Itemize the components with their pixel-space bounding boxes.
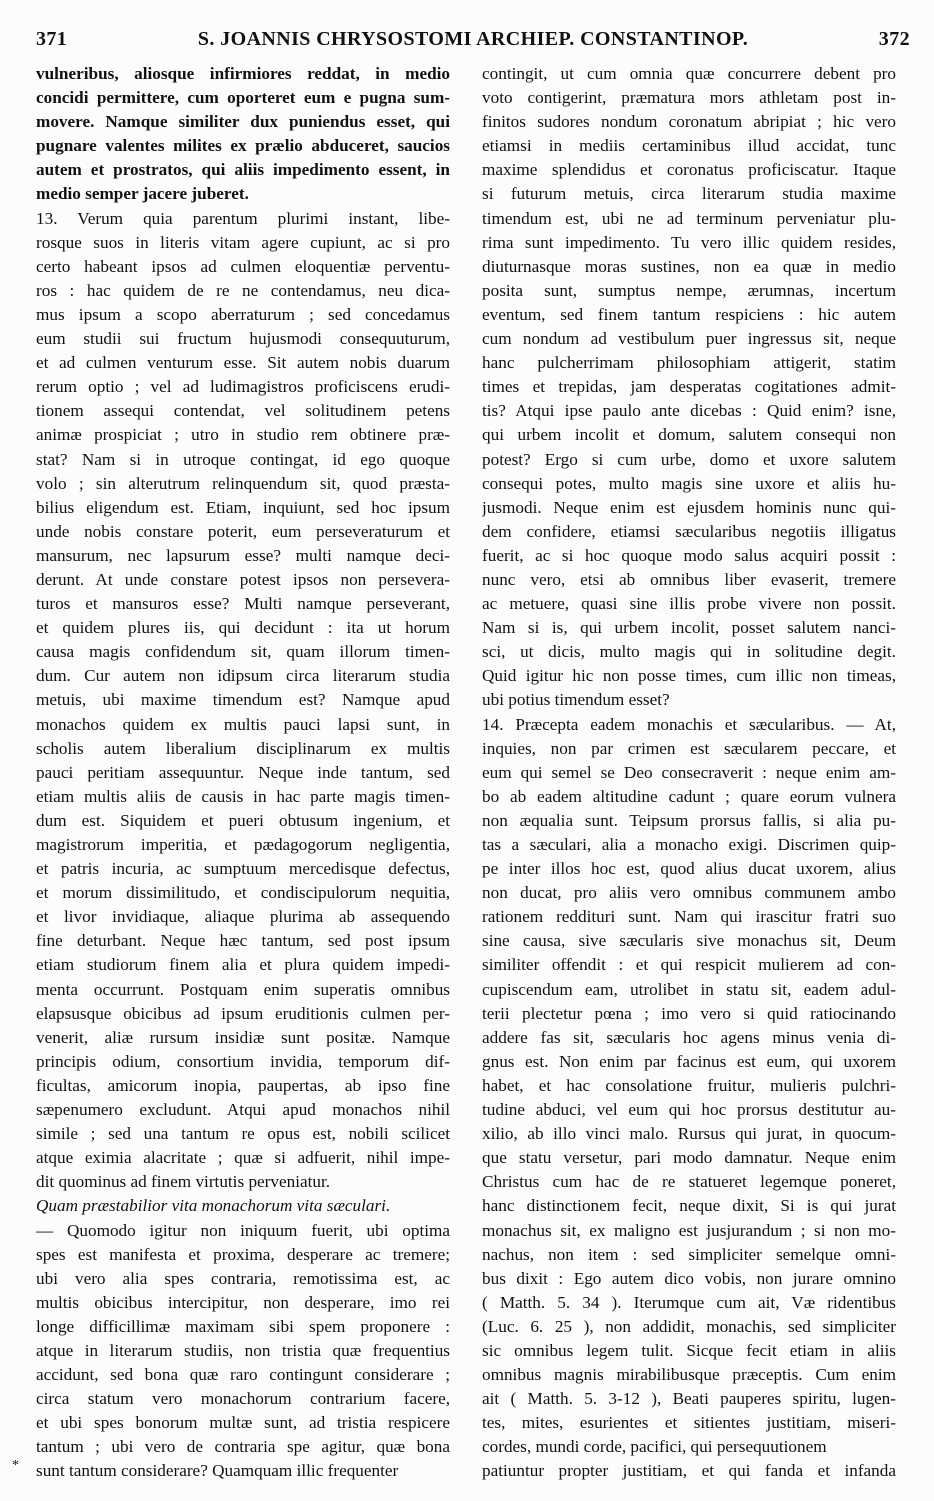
text-line: voto contigerint, præmatura mors athletam post in- [482,88,896,108]
running-title: S. JOANNIS CHRYSOSTOMI ARCHIEP. CONSTANTINOP. [197,28,749,50]
text-line: unde nobis constare poterit, eum perseveraturum et [36,521,450,541]
text-line: non æqualia sunt. Teipsum prorsus fallis, si alia pu- [482,810,896,830]
text-line: medio semper jacere juberet. [36,184,249,204]
text-line: simile ; sed una tantum re opus est, nobili scilicet [36,1124,450,1144]
text-line: et livor invidiaque, aliaque plurima ab assequendo [36,907,450,927]
text-line: derunt. At unde constare potest ipsos non persevera- [36,569,450,589]
text-line: mansurum, nec lapsurum esse? multi namque deci- [36,545,450,565]
text-line: tas a sæculari, alia a monacho exigi. Discrimen quip- [482,835,896,854]
text-line: ( Matth. 5. 34 ). Iterumque cum ait, Væ ridentibus [482,1292,896,1312]
text-line: ubi vero alia spes contraria, remotissima est, ac [36,1268,450,1288]
text-line: sine causa, sive sæcularis sive monachus sit, Deum [482,931,896,951]
text-line: etiamsi in mediis certaminibus illud accidat, tunc [482,136,896,156]
text-line: sæpenumero excludunt. Atqui apud monachos nihil [36,1100,450,1120]
text-line: elapsusque obicibus ad ipsum eruditionis culmen per- [36,1003,450,1023]
text-line: tantum ; ubi vero de contraria spe agitur, quæ bona [36,1437,450,1457]
text-line: dit quominus ad finem virtutis perveniatur. [36,1172,331,1192]
text-line: ros : hac quidem de re ne contendamus, neu dica- [36,280,450,300]
text-line: causa magis confidendum sit, quam illorum timen- [36,642,450,662]
text-line: dum. Cur autem non idipsum circa literarum studia [36,666,450,686]
text-line: Quid igitur hic non posse times, cum illic non timeas, [482,666,896,686]
text-line: et morum dissimilitudo, et condiscipulorum nequitia, [36,883,450,903]
text-line: dem confidere, etiamsi sæcularibus negotiis illigatus [482,521,896,541]
text-line: circa statum vero monachorum contrarium facere, [36,1389,450,1409]
text-line: xilio, ab illo vinci malo. Rursus qui jurat, in quocum- [482,1124,896,1144]
text-line: contingit, ut cum omnia quæ concurrere debent pro [482,64,896,83]
text-line: scholis autem liberalium disciplinarum ex multis [36,738,450,758]
text-line: inquies, non par crimen est sæcularem peccare, et [482,738,896,758]
text-line: hanc pulcherrimam philosophiam attigerit, statim [482,353,896,373]
text-line: longe difficillimæ maximam sibi spem proponere : [36,1316,450,1336]
text-line: autem et prostratos, qui aliis impedimento essent, in [36,160,450,180]
text-line: certo habeant ipsos ad culmen eloquentiæ perventu- [36,256,450,276]
text-line: omnibus magnis mirabilibusque præceptis. Cum enim [482,1365,896,1385]
text-line: venerit, aliæ rursum insidiæ sunt positæ. Namque [36,1027,450,1047]
right-text-column [482,62,896,1484]
text-line: eventum, sed finem tantum respiciens : hic autem [482,304,896,324]
text-line: turos et mansuros esse? Multi namque perseverant, [36,594,450,614]
text-line: cordes, mundi corde, pacifici, qui persequutionem [482,1437,827,1457]
text-line: monachos quidem ex multis pauci lapsi sunt, in [36,714,450,734]
text-line: posita sunt, sumptus nempe, ærumnas, incertum [482,280,896,300]
text-line: tes, mites, esurientes et sitientes justitiam, miseri- [482,1413,896,1433]
text-line: 14. Præcepta eadem monachis et sæcularibus. — At, [482,714,896,734]
running-header [36,28,910,54]
text-line: nunc vero, etsi ab omnibus liber evaserit, tremere [482,569,896,589]
text-line: non ducat, pro aliis vero omnibus communem ambo [482,883,896,903]
text-line: spes est manifesta et proxima, desperare ac tremere; [36,1244,450,1264]
text-line: sic omnibus legem tulit. Sicque fecit etiam in aliis [482,1340,896,1360]
text-line: eum qui semel se Deo consecraverit : neque enim am- [482,762,896,782]
text-line: diuturnasque moras sustines, non ea quæ in medio [482,256,896,276]
text-line: bo ab eadem altitudine cadunt ; quare eorum vulnera [482,786,896,806]
text-line: stat? Nam si in utroque contingat, id ego quoque [36,449,450,469]
text-line: qui urbem incolit et domum, salutem consequi non [482,425,896,445]
text-line: fine deturbant. Neque hæc tantum, sed post ipsum [36,931,450,951]
text-line: pe inter illos hoc est, quod alius ducat uxorem, alius [482,859,896,879]
text-line: eum studii sui fructum hujusmodi consequuturum, [36,329,450,349]
text-line: etiam multis aliis de causis in hac parte magis timen- [36,786,450,806]
text-line: sunt tantum considerare? Quamquam illic frequenter [36,1461,399,1481]
text-line: atque in literarum studiis, non tristia quæ frequentius [36,1340,450,1360]
text-line: sci, ut dicis, multo magis qui in solitudine degit. [482,642,896,662]
text-line: menta occurrunt. Postquam enim superatis omnibus [36,979,450,999]
text-line: fuerit, ac si hoc quoque modo salus acquiri possit : [482,545,896,565]
text-line: rationem reddituri sunt. Nam qui irascitur fratri suo [482,907,896,927]
text-line: vulneribus, aliosque infirmiores reddat, in medio [36,64,450,83]
text-line: rima sunt impedimento. Tu vero illic quidem resides, [482,232,896,252]
text-line: etiam studiorum finem alia et plura quidem impedi- [36,955,450,975]
text-line: bus dixit : Ego autem dico vobis, non jurare omnino [482,1268,896,1288]
text-line: addere fas sit, sæcularis hoc agens minus venia di- [482,1027,896,1047]
text-line: patiuntur propter justitiam, et qui fanda et infanda [482,1461,896,1481]
text-line: gnus est. Non enim par facinus est eum, qui uxorem [482,1051,896,1071]
page-number-right: 372 [878,28,910,50]
text-line: cum nondum ad vestibulum puer ingressus sit, neque [482,329,896,349]
text-line: similiter offendit : et qui respicit mulierem ad con- [482,955,896,975]
margin-mark: * [12,1458,19,1473]
text-line: tionem assequi contendat, vel solitudinem petens [36,401,450,421]
text-line: tudine abduci, vel eum qui hoc prorsus destitutur au- [482,1100,896,1120]
text-line: ac metuere, quasi sine illis probe vivere non possit. [482,594,896,614]
text-line: 13. Verum quia parentum plurimi instant, libe- [36,208,450,228]
text-line: ait ( Matth. 5. 3-12 ), Beati pauperes spiritu, lugen- [482,1389,896,1409]
text-line: et ubi spes bonorum multæ sunt, ad tristia respicere [36,1413,450,1433]
text-line: Christus cum hac de re statueret legemque poneret, [482,1172,896,1192]
text-line: Quam præstabilior vita monachorum vita sæculari. [36,1196,391,1216]
text-line: — Quomodo igitur non iniquum fuerit, ubi optima [36,1220,450,1240]
text-line: ficultas, amicorum inopia, paupertas, ab ipso fine [36,1075,450,1095]
page-number-left: 371 [36,28,68,50]
text-line: et quidem plures iis, qui decidunt : ita ut horum [36,618,450,638]
text-line: si futurum metuis, circa literarum studia maxime [482,184,896,204]
left-text-column [36,62,450,1484]
text-line: terii plectetur pœna ; imo vero si quid ratiocinando [482,1003,896,1023]
text-line: que statu versetur, pari modo damnatur. Neque enim [482,1148,896,1168]
text-line: times et trepidas, jam desperatas cogitationes admit- [482,377,896,397]
text-line: et patris incuria, ac sumptuum mercedisque defectus, [36,859,450,879]
text-line: timendum est, ubi ne ad terminum perveniatur plu- [482,208,896,228]
text-line: pugnare valentes milites ex prælio abduceret, saucios [36,136,450,156]
text-line: ubi potius timendum esset? [482,690,670,710]
text-line: mus ipsum a scopo aberraturum ; sed concedamus [36,304,450,324]
text-line: volo ; sin alterutrum relinquendum sit, quod præsta- [36,473,450,493]
text-line: Nam si is, qui urbem incolit, posset salutem nanci- [482,618,896,638]
text-line: consequi potes, multo magis sine uxore et aliis hu- [482,473,896,493]
text-line: animæ prospiciat ; utro in studio rem obtinere præ- [36,425,450,445]
text-line: maxime splendidus et coronatus proficiscatur. Itaque [482,160,896,180]
text-line: principis odium, consortium invidia, temporum dif- [36,1051,450,1071]
text-line: metuis, ubi maxime timendum est? Namque apud [36,690,450,710]
text-line: potest? Ergo si cum urbe, domo et uxore salutem [482,449,896,469]
text-line: et ad culmen venturum esse. Sit autem nobis duarum [36,353,450,373]
text-line: magistrorum imperitia, et pædagogorum negligentia, [36,835,450,854]
text-line: rerum optio ; vel ad ludimagistros proficiscens erudi- [36,377,450,397]
text-line: multis obicibus intercipitur, non desperare, imo rei [36,1292,450,1312]
text-line: rosque suos in literis vitam agere cupiunt, ac si pro [36,232,450,252]
text-line: concidi permittere, cum oporteret eum e pugna sum- [36,88,450,108]
text-line: habet, et hac consolatione fruitur, mulieris pulchri- [482,1075,896,1095]
text-line: monachus sit, ex maligno est jusjurandum ; si non mo- [482,1220,896,1240]
text-line: movere. Namque similiter dux puniendus esset, qui [36,112,450,132]
text-line: atque eximia alacritate ; quæ si adfuerit, nihil impe- [36,1148,450,1168]
text-line: accidunt, sed bona quæ raro contingunt considerare ; [36,1365,450,1385]
text-line: nachus, non item : sed simpliciter semelque omni- [482,1244,896,1264]
text-line: tis? Atqui ipse paulo ante dicebas : Quid enim? isne, [482,401,896,421]
text-line: cupiscendum eam, utrolibet in statu sit, eadem adul- [482,979,896,999]
text-line: dum est. Siquidem et pueri obtusum ingenium, et [36,810,450,830]
text-line: pauci peritiam assequuntur. Neque inde tantum, sed [36,762,450,782]
text-line: jusmodi. Neque enim est ejusdem hominis nunc qui- [482,497,896,517]
text-line: (Luc. 6. 25 ), non addidit, monachis, sed simpliciter [482,1316,896,1336]
text-line: bilius eligendum est. Etiam, inquiunt, sed hoc ipsum [36,497,450,517]
text-line: finitos sudores nondum coronatum abripiat ; hic vero [482,112,896,132]
text-line: hanc distinctionem fecit, neque dixit, Si is qui jurat [482,1196,896,1216]
